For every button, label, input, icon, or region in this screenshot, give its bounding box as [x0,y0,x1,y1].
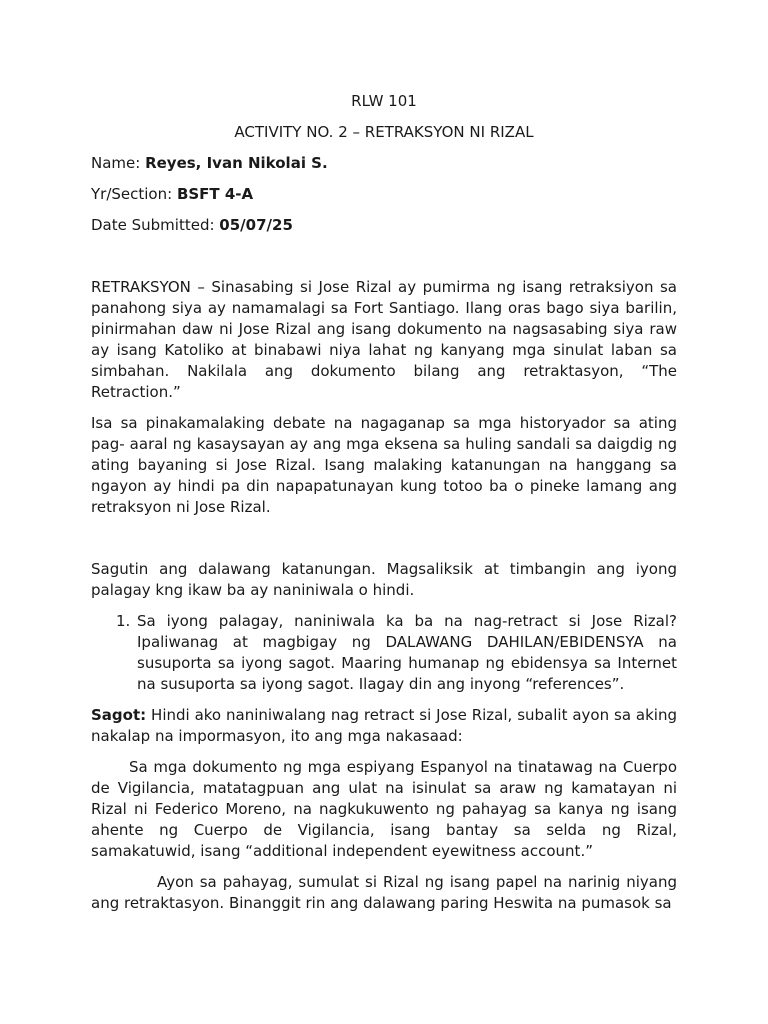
intro-paragraph-1: RETRAKSYON – Sinasabing si Jose Rizal ay pumirma ng isang retraksiyon sa panahong siya ay namamalagi sa Fort Santiago. Ilang oras bago siya barilin, pinirmahan daw ni Jose Rizal ang isang dokumento na nagsasabing siya raw ay isang Katoliko at binabawi niya lahat ng kanyang mga sinulat laban sa simbahan. Nakilala ang dokumento bilang ang retraktasyon, “The Retraction.” [91,278,677,401]
question-number: 1. [116,612,131,630]
section-line [91,184,677,205]
answer-text: Hindi ako naniniwalang nag retract si Jose Rizal, subalit ayon sa aking nakalap na impormasyon, ito ang mga nakasaad: [91,706,677,745]
name-label: Name: [91,154,146,172]
name-line [91,153,677,174]
date-value: 05/07/25 [219,216,293,234]
course-code: RLW 101 [351,92,417,110]
question-text: Sa iyong palagay, naniniwala ka ba na nag-retract si Jose Rizal? Ipaliwanag at magbigay ng DALAWANG DAHILAN/EBIDENSYA na susuporta sa iyong sagot. Maaring humanap ng ebidensya sa Internet na susuporta sa iyong sagot. Ilagay din ang inyong “references”. [137,612,677,693]
date-line [91,215,677,236]
answer-intro [91,705,677,747]
question-item [91,611,677,695]
question-list [91,611,677,695]
answer-paragraph-2: Ayon sa pahayag, sumulat si Rizal ng isang papel na narinig niyang ang retraktasyon. Binanggit rin ang dalawang paring Heswita na pumasok sa [91,873,677,912]
answer-label: Sagot: [91,706,147,724]
document-body [91,91,677,914]
activity-title: ACTIVITY NO. 2 – RETRAKSYON NI RIZAL [234,123,534,141]
intro-paragraph-2: Isa sa pinakamalaking debate na nagaganap sa mga historyador sa ating pag- aaral ng kasaysayan ay ang mga eksena sa huling sandali sa daigdig ng ating bayaning si Jose Rizal. Isang malaking katanungan na hanggang sa ngayon ay hindi pa din napapatunayan kung totoo ba o pineke lamang ang retraksyon ni Jose Rizal. [91,414,677,516]
answer-paragraph-1: Sa mga dokumento ng mga espiyang Espanyol na tinatawag na Cuerpo de Vigilancia, matatagpuan ang ulat na isinulat sa araw ng kamatayan ni Rizal ni Federico Moreno, na nagkukuwento ng pahayag sa kanya ng isang ahente ng Cuerpo de Vigilancia, isang bantay sa selda ng Rizal, samakatuwid, isang “additional independent eyewitness account.” [91,758,677,860]
instructions: Sagutin ang dalawang katanungan. Magsaliksik at timbangin ang iyong palagay kng ikaw ba ay naniniwala o hindi. [91,560,677,599]
date-label: Date Submitted: [91,216,220,234]
section-label: Yr/Section: [91,185,177,203]
name-value: Reyes, Ivan Nikolai S. [145,154,328,172]
section-value: BSFT 4-A [176,185,254,203]
